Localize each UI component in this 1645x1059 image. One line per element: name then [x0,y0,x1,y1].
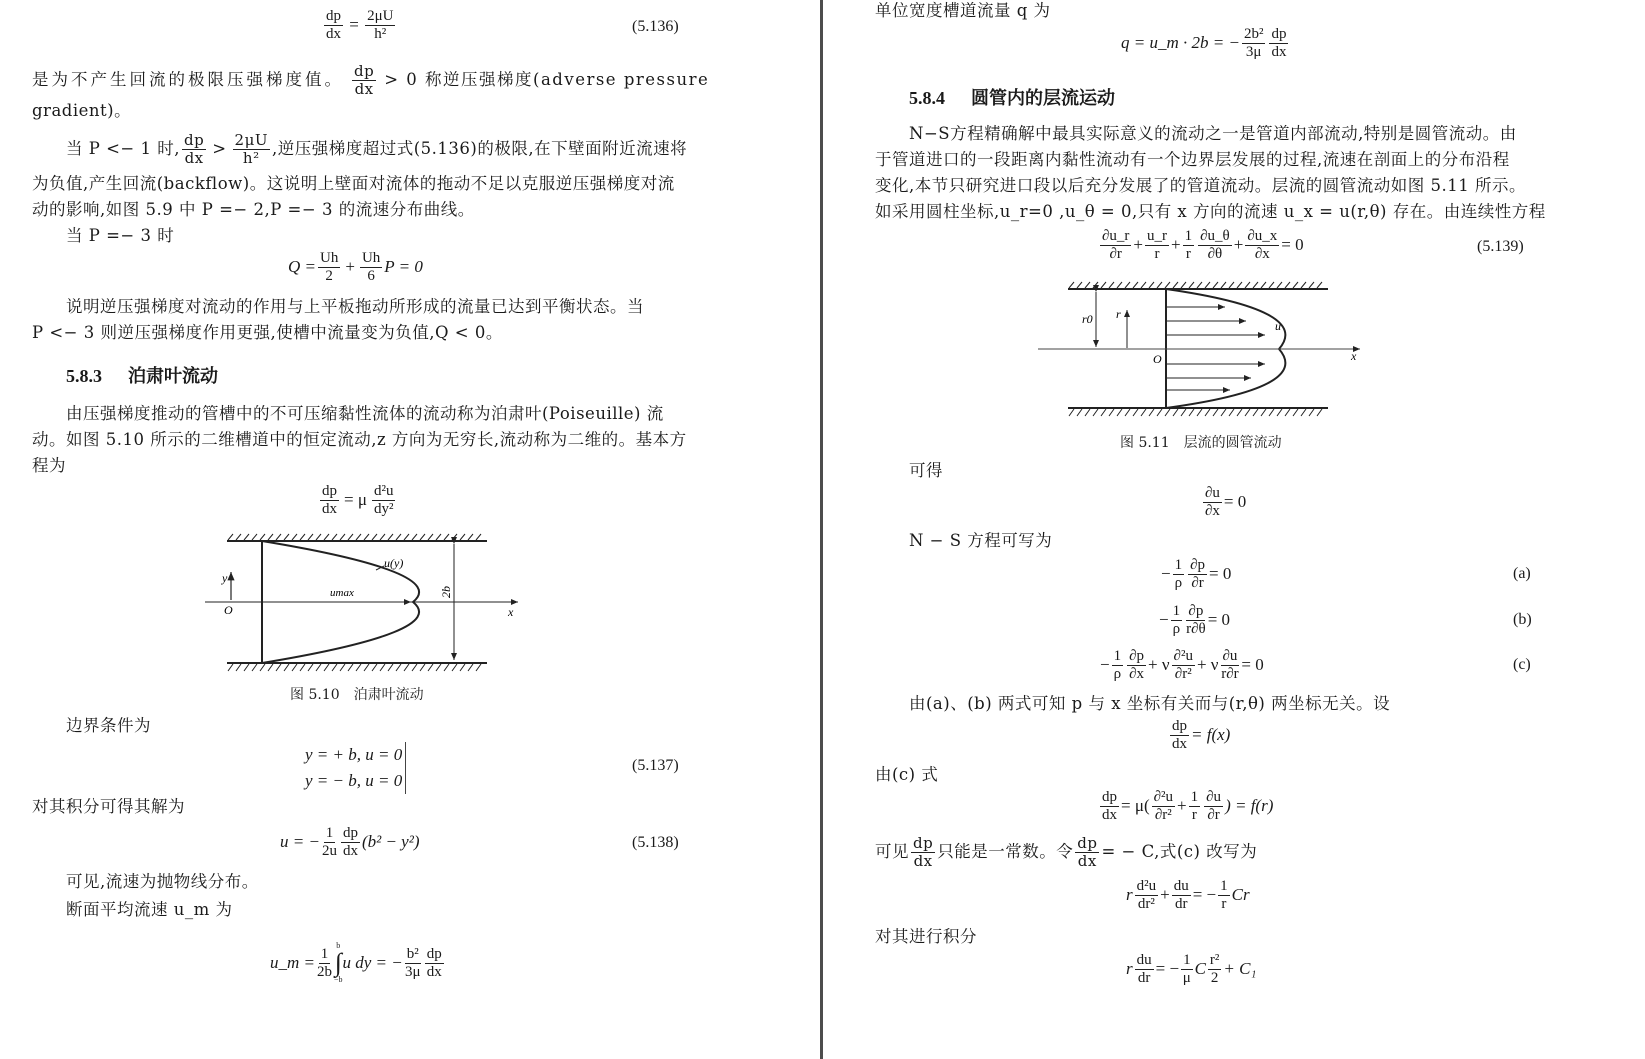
paragraph-line: 于管道进口的一段距离内黏性流动有一个边界层发展的过程,流速在剖面上的分布沿程 [875,150,1510,169]
equation-number: (5.138) [632,834,679,851]
paragraph-line: 可见,流速为抛物线分布。 [66,872,259,891]
paragraph-line: 边界条件为 [66,716,151,735]
label-origin: O [1153,352,1162,366]
equation-flow-rate: q = u_m · 2b = − $\frac{\text{2b²}}{3\mu}$ $\frac{dp}{dx}$ [1121,26,1287,60]
equation-label-a: (a) [1513,565,1531,582]
paragraph-line: 由(a)、(b) 两式可知 p 与 x 坐标有关而与(r,θ) 两坐标无关。设 [909,694,1391,713]
figure-caption-5-11: 图 5.11 层流的圆管流动 [1120,435,1282,451]
label-r0: r0 [1082,312,1093,326]
label-r: r [1116,307,1121,321]
figure-caption-5-10: 图 5.10 泊肃叶流动 [290,687,424,703]
equation-5-138: u = − $\frac{1}{2u}$ $\frac{dp}{dx}$ (b² − y²) [280,825,420,859]
paragraph-line: 是为不产生回流的极限压强梯度值。 $\frac{dp}{dx}$ > 0 称逆压强梯度(adverse pressure [32,62,710,98]
equation-number: (5.136) [632,18,679,35]
label-u: u [1275,319,1281,333]
paragraph-line: 变化,本节只研究进口段以后充分发展了的管道流动。层流的圆管流动如图 5.11 所示。 [875,176,1526,195]
equation-a: − $\frac{1}{\rho}$ $\frac{\partial p}{\partial r}$ = 0 [1161,557,1232,591]
section-heading-5-8-4: 5.8.4 圆管内的层流运动 [909,88,1115,109]
equation-number: (5.137) [632,757,679,774]
section-heading-5-8-3: 5.8.3 泊肃叶流动 [66,366,218,387]
equation-5-136: $\frac{dp}{dx}$ = $\frac{2\mu U}{\text{h²}}$ [326,8,394,42]
equation-ode: r $\frac{\text{d²u}}{\text{dr²}}$ + $\frac{du}{dr}$ = − $\frac{1}{r}$ Cr [1126,878,1250,912]
paragraph-line: 对其积分可得其解为 [32,797,185,816]
paragraph-line: 动的影响,如图 5.9 中 P =− 2,P =− 3 的流速分布曲线。 [32,200,475,219]
label-x: x [1351,349,1357,363]
paragraph-line: 由(c) 式 [875,765,939,784]
label-y: y [222,571,228,585]
paragraph-line: N − S 方程可写为 [909,531,1053,550]
label-u-max: umax [330,587,354,599]
paragraph-line: 为负值,产生回流(backflow)。这说明上壁面对流体的拖动不足以克服逆压强梯度对流 [32,174,675,193]
equation-b: − $\frac{1}{\rho}$ $\frac{\partial p}{r\partial\theta}$ = 0 [1159,603,1231,637]
equation-label-c: (c) [1513,656,1531,673]
paragraph-line: gradient)。 [32,101,132,120]
paragraph-line: 当 P =− 3 时 [66,226,175,245]
equation-5-139: $\frac{\partial u\_r}{\partial r}$ + $\frac{u\_r}{r}$ + $\frac{1}{r}$ $\frac{\partial u\_\theta}{\partial\theta}$ + $\frac{\partial u\_x}{\partial x}$ = 0 [1102,228,1304,262]
equation-c: − $\frac{1}{\rho}$ $\frac{\partial p}{\partial x}$ + ν $\frac{\text{∂²u}}{\text{∂r²}}$ + ν $\frac{\partial u}{r\partial r}$ = 0 [1100,648,1264,682]
label-origin: O [224,603,233,617]
paragraph-line: 当 P <− 1 时, $\frac{dp}{dx}$ > $\frac{2\mu U}{\text{h²}}$ ,逆压强梯度超过式(5.136)的极限,在下壁面附近流速将 [66,131,688,167]
paragraph-line: 动。如图 5.10 所示的二维槽道中的恒定流动,z 方向为无穷长,流动称为二维的。基本方 [32,430,687,449]
equation-f-x: $\frac{dp}{dx}$ = f(x) [1172,718,1231,752]
equation-du-dx: $\frac{\partial u}{\partial x}$ = 0 [1205,485,1247,519]
right-page [823,0,1645,1059]
label-2b: 2b [439,586,453,598]
paragraph-line: 断面平均流速 u_m 为 [66,900,233,919]
paragraph-line: 如采用圆柱坐标,u_r=0 ,u_θ = 0,只有 x 方向的流速 u_x = u(r,θ) 存在。由连续性方程 [875,202,1546,221]
equation-number: (5.139) [1477,238,1524,255]
paragraph-line: 由压强梯度推动的管槽中的不可压缩黏性流体的流动称为泊肃叶(Poiseuille) 流 [66,404,664,423]
figure-5-10-poiseuille-diagram [200,530,530,675]
figure-5-11-pipe-flow-diagram [1038,280,1368,420]
equation-mean-velocity: u_m = $\frac{1}{2b}$ b ∫ −b u dy = − $\frac{\text{b²}}{3\mu}$ $\frac{dp}{dx}$ [270,941,442,984]
label-x: x [508,605,514,619]
left-page [0,0,820,1059]
label-u-y: u(y) [384,556,404,570]
paragraph-line: N−S方程精确解中最具实际意义的流动之一是管道内部流动,特别是圆管流动。由 [909,124,1517,143]
paragraph-line: 对其进行积分 [875,927,977,946]
paragraph-line: 可见 $\frac{dp}{dx}$ 只能是一常数。令 $\frac{dp}{dx}$ = − C,式(c) 改写为 [875,834,1258,870]
equation-5-137: y = + b, u = 0 y = − b, u = 0 [305,742,406,794]
equation-basic: $\frac{dp}{dx}$ = μ $\frac{\text{d²u}}{\text{dy²}}$ [322,483,394,517]
equation-integrated: r $\frac{du}{dr}$ = − $\frac{1}{\mu}$ C $\frac{\text{r²}}{2}$ + C₁ [1126,952,1257,986]
paragraph-line: 单位宽度槽道流量 q 为 [875,1,1051,20]
paragraph-line: 可得 [909,461,943,480]
equation-f-r: $\frac{dp}{dx}$ = μ( $\frac{\text{∂²u}}{\text{∂r²}}$ + $\frac{1}{r}$ $\frac{\partial u}{\partial r}$ ) = f(r) [1102,789,1274,823]
equation-Q: Q = $\frac{Uh}{2}$ + $\frac{Uh}{6}$ P = 0 [288,250,423,284]
paragraph-line: 程为 [32,456,66,475]
paragraph-line: 说明逆压强梯度对流动的作用与上平板拖动所形成的流量已达到平衡状态。当 [66,297,644,316]
equation-label-b: (b) [1513,611,1532,628]
paragraph-line: P <− 3 则逆压强梯度作用更强,使槽中流量变为负值,Q < 0。 [32,323,503,342]
